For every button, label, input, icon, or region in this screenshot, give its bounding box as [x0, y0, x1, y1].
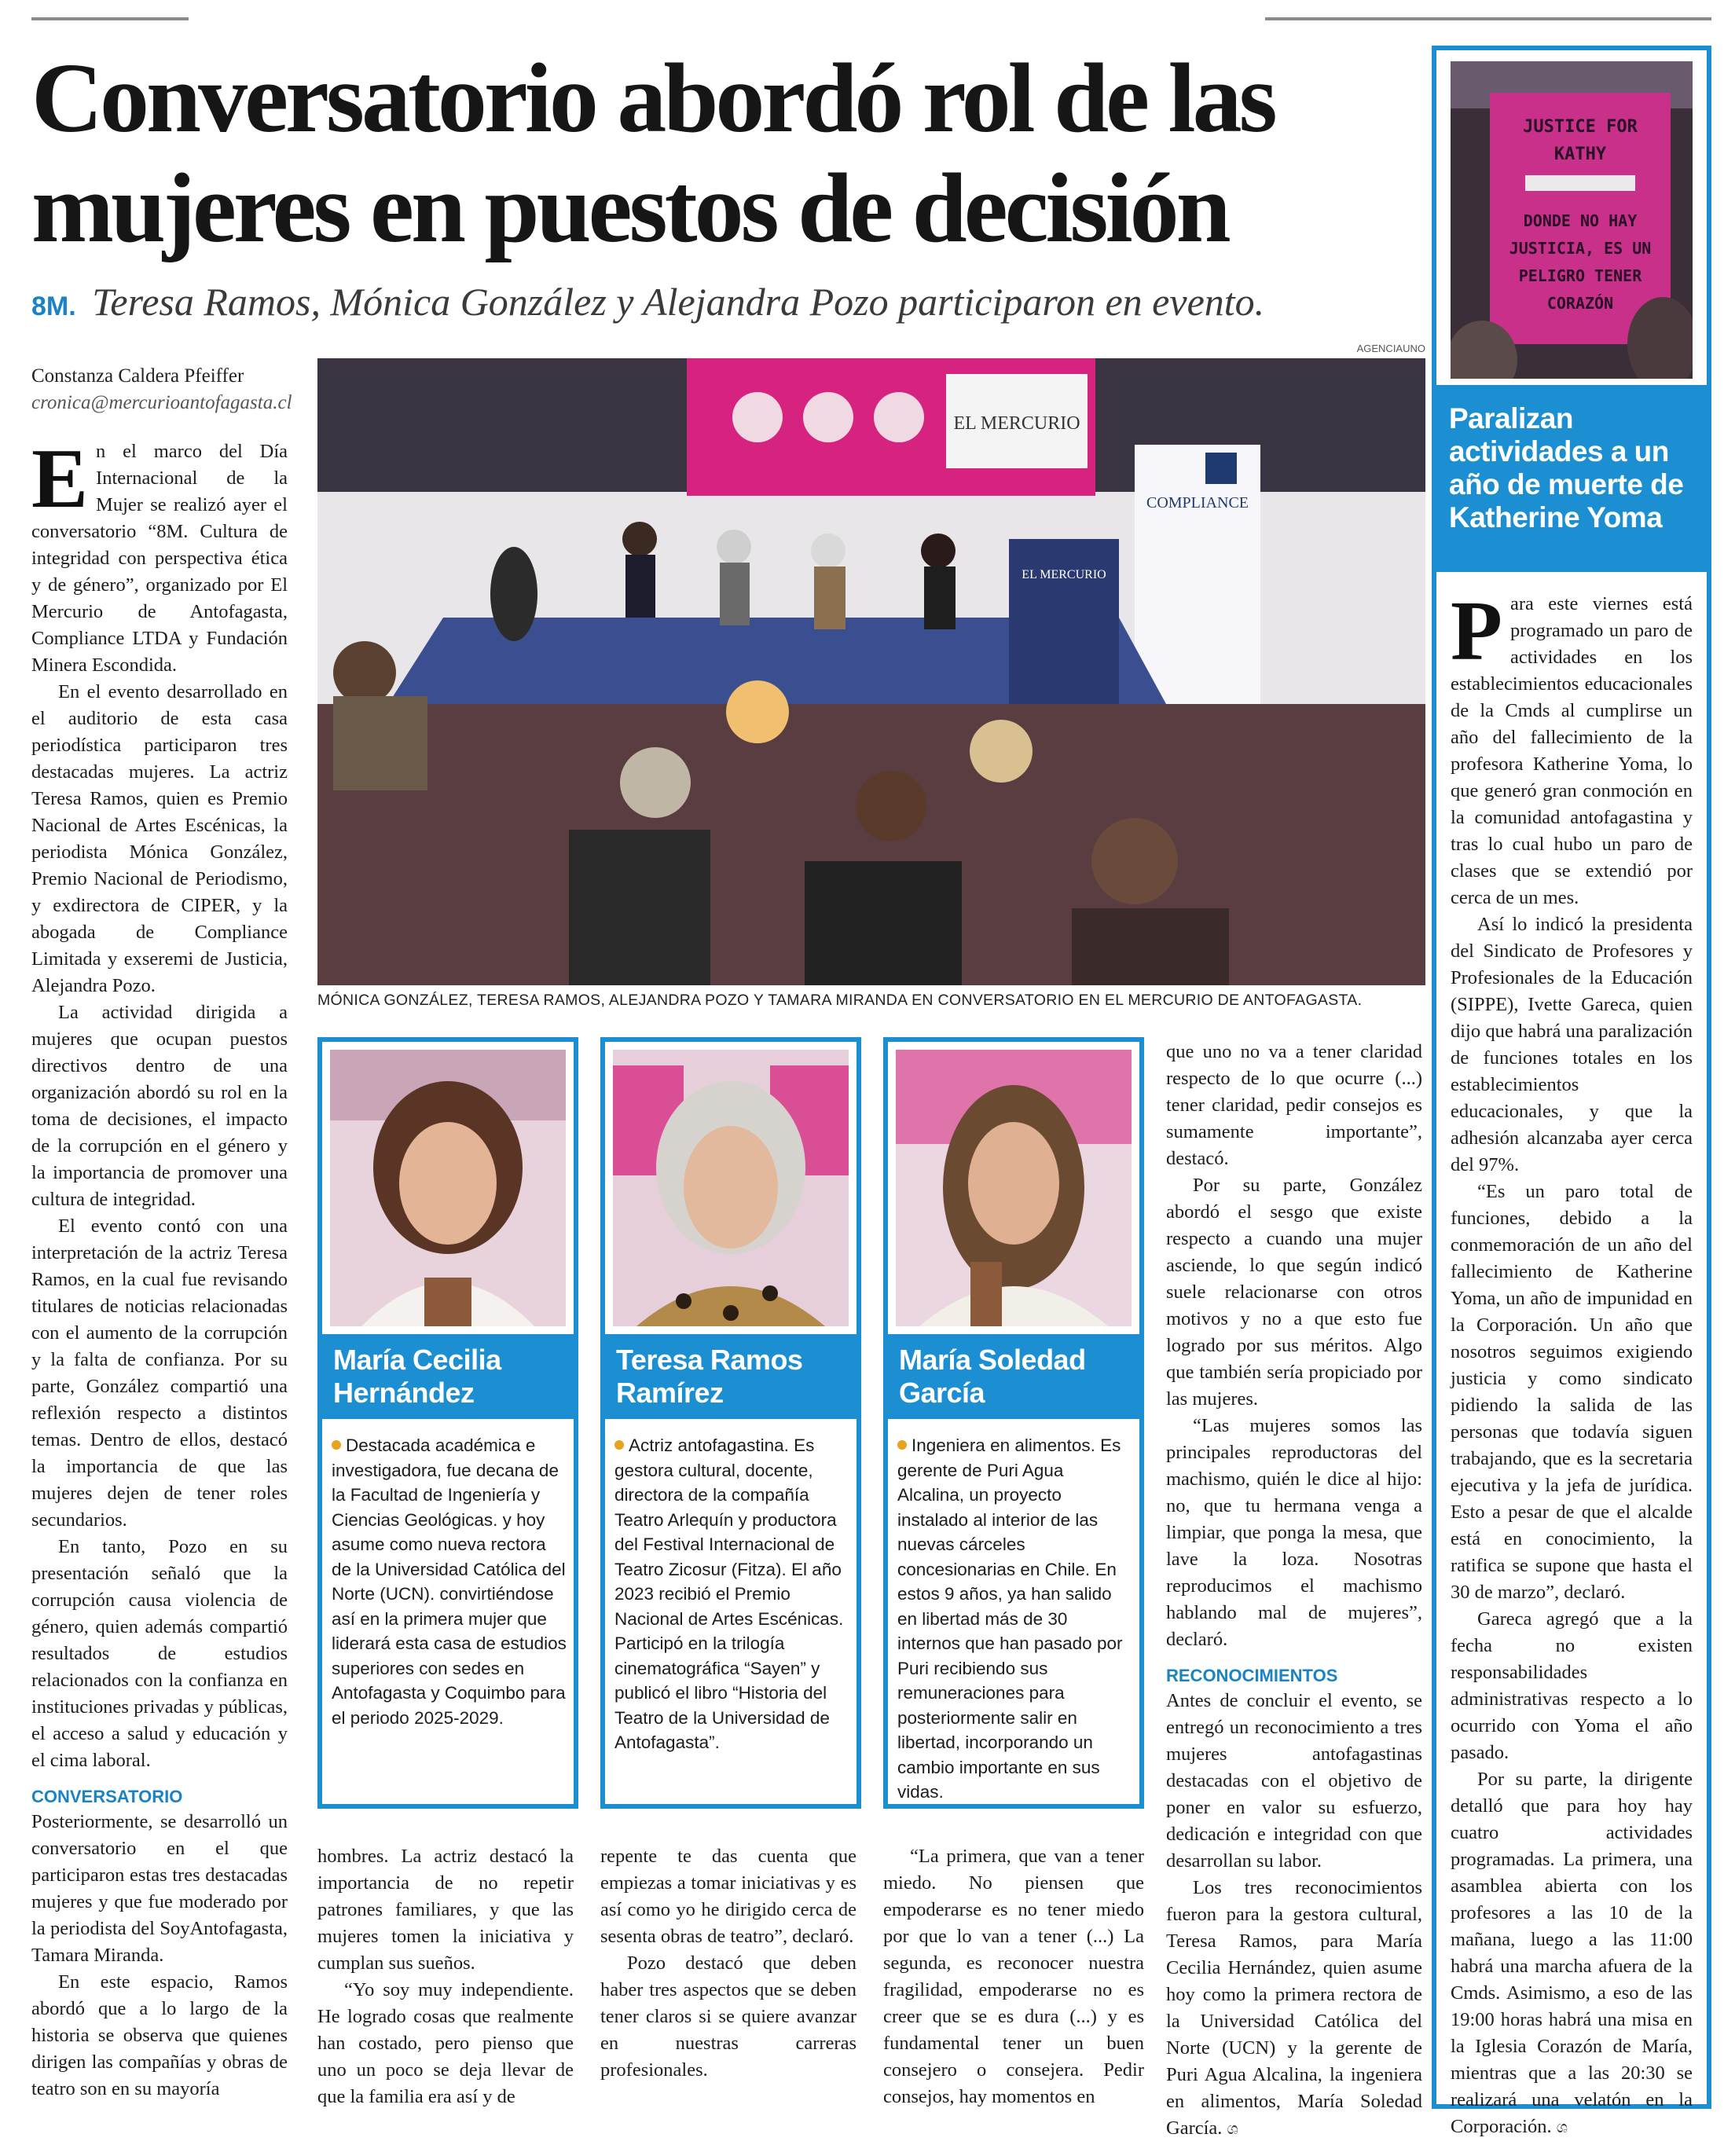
sidebar-body: [1451, 585, 1693, 2140]
profile-bio: Destacada académica e investigadora, fue decana de la Facultad de Ingeniería y Ciencias Geológicas. y hoy asume como nueva rectora de la Universidad Católica del Norte (UCN). convirtiéndose así en la primera mujer que liderará esta casa de estudios superiores con sedes en Antofagasta y Coquimbo para el periodo 2025-2029.: [332, 1436, 567, 1728]
paragraph: “Las mujeres somos las principales reproductoras del machismo, quién le dice al hijo: no, que tu hermana venga a limpiar, que ponga la mesa, que lave la loza. Nosotras reproducimos el machismo hablando mal de mujeres”, declaró.: [1166, 1415, 1422, 1650]
byline-author: Constanza Caldera Pfeiffer: [31, 365, 244, 387]
photo-caption: MÓNICA GONZÁLEZ, TERESA RAMOS, ALEJANDRA POZO Y TAMARA MIRANDA EN CONVERSATORIO EN EL MERCURIO DE ANTOFAGASTA.: [317, 992, 1363, 1009]
top-rule-right: [1265, 17, 1711, 20]
section-heading-conversatorio: CONVERSATORIO: [31, 1787, 183, 1806]
paragraph: “Yo soy muy independiente. He logrado cosas que realmente han costado, pero pienso que uno un poco se deja llevar de que la familia era así y de: [317, 1979, 574, 2107]
sign-line: CORAZÓN: [1546, 294, 1614, 313]
article-column-2: [317, 1843, 574, 2110]
portrait-illustration: [330, 1050, 566, 1326]
paragraph: “La primera, que van a tener miedo. No piensen que empoderarse es no tener miedo por que lo van a tener (...) La segunda, es reconocer nuestra fragilidad, empoderarse no es creer que se es dura (...) y es fundamental tener un buen consejero o consejera. Pedir consejos, hay momentos en: [883, 1846, 1144, 2107]
end-mark-icon: ශ: [1556, 2118, 1568, 2136]
drop-cap: P: [1451, 585, 1502, 678]
protest-sign-illustration: [1451, 61, 1693, 379]
paragraph: Antes de concluir el evento, se entregó un reconocimiento a tres mujeres antofagastinas destacadas con el objetivo de poner en valor su esfuerzo, dedicación e integridad con que desarrollan su labor.: [1166, 1690, 1422, 1872]
paragraph: En el evento desarrollado en el auditorio de esta casa periodística participaron tres destacadas mujeres. La actriz Teresa Ramos, quien es Premio Nacional de Artes Escénicas, la periodista Mónica González, Premio Nacional de Periodismo, y exdirectora de CIPER, y la abogada de Compliance Limitada y exseremi de Justicia, Alejandra Pozo.: [31, 681, 288, 996]
sidebar-lead-paragraph: Para este viernes está programado un paro de actividades en los establecimientos educacionales de la Cmds al cumplirse un año del fallecimiento de la profesora Katherine Yoma, lo que generó gran conmoción en la comunidad antofagastina y tras lo cual hubo un paro de clases que se extendió por cerca de un mes.: [1451, 585, 1693, 908]
paragraph: repente te das cuenta que empiezas a tomar iniciativas y es así como yo he dirigido cerca de sesenta obras de teatro”, declaró.: [600, 1846, 856, 1947]
bullet-icon: [897, 1440, 907, 1450]
end-mark-icon: ශ: [1227, 2119, 1238, 2138]
screen-logo-text: EL MERCURIO: [953, 413, 1080, 434]
sign-line: JUSTICIA, ES UN: [1509, 239, 1652, 258]
sidebar-headline: Paralizan actividades a un año de muerte de Katherine Yoma: [1436, 385, 1707, 572]
paragraph: En este espacio, Ramos abordó que a lo largo de la historia se observa que quienes dirigen las compañías y obras de teatro son en su mayoría: [31, 1971, 288, 2099]
portrait-illustration: [896, 1050, 1132, 1326]
top-rule-left: [31, 17, 189, 20]
paragraph: En tanto, Pozo en su presentación señaló que la corrupción causa violencia de género, quien además compartió resultados de estudios relacionados con la confianza en instituciones privadas y públicas, el acceso a salud y educación y el cima laboral.: [31, 1536, 288, 1771]
profile-card-garcia: [883, 1037, 1144, 1809]
profile-card-ramos: [600, 1037, 861, 1809]
headline: Conversatorio abordó rol de las mujeres en puestos de decisión: [31, 44, 1275, 263]
byline: [31, 363, 299, 416]
profile-bio: Actriz antofagastina. Es gestora cultural, docente, directora de la compañía Teatro Arlequín y productora del Festival Internacional de Teatro Zicosur (Fitza). El año 2023 recibió el Premio Nacional de Artes Escénicas. Participó en la trilogía cinematográfica “Sayen” y publicó el libro “Historia del Teatro de la Universidad de Antofagasta”.: [614, 1436, 844, 1752]
paragraph: que uno no va a tener claridad respecto de lo que ocurre (...) tener claridad, pedir consejos es sumamente importante”, destacó.: [1166, 1041, 1422, 1169]
sign-line: PELIGRO TENER: [1518, 266, 1642, 285]
profile-photo: [613, 1050, 849, 1326]
lead-paragraph: En el marco del Día Internacional de la Mujer se realizó ayer el conversatorio “8M. Cultura de integridad con perspectiva ética y de género”, organizado por El Mercurio de Antofagasta, Compliance LTDA y Fundación Minera Escondida.: [31, 432, 288, 676]
paragraph: Así lo indicó la presidenta del Sindicato de Profesores y Profesionales de la Educación (SIPPE), Ivette Gareca, quien dijo que habrá una paralización de funciones totales en los establecimientos educacionales, y que la adhesión alcanzaba ayer cerca del 97%.: [1451, 914, 1693, 1175]
subhead-tag: 8M.: [31, 292, 76, 321]
article-column-3: [600, 1843, 856, 2084]
profile-photo: [330, 1050, 566, 1326]
article-column-4: [883, 1843, 1144, 2110]
paragraph: La actividad dirigida a mujeres que ocupan puestos directivos dentro de una organización abordó su rol en la toma de decisiones, el impacto de la corrupción en el género y la importancia de promover una cultura de integridad.: [31, 1002, 288, 1210]
profile-bio: Ingeniera en alimentos. Es gerente de Puri Agua Alcalina, un proyecto instalado al interior de las nuevas cárceles concesionarias en Chile. En estos 9 años, ya han salido en libertad más de 30 internos que han pasado por Puri recibiendo sus remuneraciones para posteriormente salir en libertad, incorporando un cambio importante en sus vidas.: [897, 1436, 1123, 1802]
paragraph: El evento contó con una interpretación de la actriz Teresa Ramos, en la cual fue revisando titulares de noticias relacionadas con el aumento de la corrupción y la falta de confianza. Por su parte, González compartió una reflexión respecto a distintos temas. Dentro de ellos, destacó la importancia de que las mujeres dejen de tener roles secundarios.: [31, 1216, 288, 1531]
photo-credit: AGENCIAUNO: [1356, 343, 1425, 354]
bullet-icon: [332, 1440, 341, 1450]
podium-text: EL MERCURIO: [1022, 568, 1106, 581]
paragraph: Los tres reconocimientos fueron para la gestora cultural, Teresa Ramos, para María Cecilia Hernández, quien asume hoy como la primera rectora de la Universidad Católica del Norte (UCN) y la gerente de Puri Agua Alcalina, la ingeniera en alimentos, María Soledad García. ශ: [1166, 1877, 1422, 2139]
bullet-icon: [614, 1440, 624, 1450]
profile-card-hernandez: [317, 1037, 578, 1809]
event-photo-illustration: [317, 358, 1425, 985]
paragraph: Pozo destacó que deben haber tres aspectos que se deben tener claros si se quiere avanzar en nuestras carreras profesionales.: [600, 1952, 856, 2081]
section-heading-reconocimientos: RECONOCIMIENTOS: [1166, 1666, 1338, 1685]
profile-name: María Cecilia Hernández: [322, 1334, 574, 1419]
sidebar-photo: [1451, 61, 1693, 379]
profile-name: Teresa Ramos Ramírez: [605, 1334, 856, 1419]
drop-cap: E: [31, 432, 89, 526]
article-column-5: [1166, 1039, 1422, 2142]
sign-line: KATHY: [1553, 145, 1607, 164]
paragraph: Gareca agregó que a la fecha no existen responsabilidades administrativas respecto a lo ocurrido con Yoma el año pasado.: [1451, 1608, 1693, 1763]
event-photo: [317, 358, 1425, 985]
subhead: [31, 277, 1414, 332]
article-column-1: [31, 432, 288, 2103]
paragraph: “Es un paro total de funciones, debido a la conmemoración de un año del fallecimiento de Katherine Yoma, un año de impunidad en la Corporación. Un año que nosotros seguimos exigiendo justicia y como sindicato pidiendo la salida de las personas que todavía siguen trabajando, que es la secretaria ejecutiva y la jefa de jurídica. Esto a pesar de que el alcalde está en conocimiento, la ratifica se supone que hasta el 30 de marzo”, declaró.: [1451, 1181, 1693, 1603]
banner-text: COMPLIANCE: [1146, 494, 1249, 512]
paragraph: Posteriormente, se desarrolló un conversatorio en el que participaron estas tres destacadas mujeres y que fue moderado por la periodista del SoyAntofagasta, Tamara Miranda.: [31, 1811, 288, 1966]
subhead-text: Teresa Ramos, Mónica González y Alejandra Pozo participaron en evento.: [92, 280, 1265, 324]
profile-name: María Soledad García: [888, 1334, 1139, 1419]
sidebar-story: [1432, 46, 1711, 2137]
sign-line: JUSTICE FOR: [1523, 117, 1638, 137]
profile-photo: [896, 1050, 1132, 1326]
byline-email: cronica@mercurioantofagasta.cl: [31, 392, 292, 413]
paragraph: hombres. La actriz destacó la importancia de no repetir patrones familiares, y que las mujeres tomen la iniciativa y cumplan sus sueños.: [317, 1846, 574, 1974]
sign-line: DONDE NO HAY: [1523, 211, 1638, 230]
portrait-illustration: [613, 1050, 849, 1326]
paragraph: Por su parte, la dirigente detalló que para hoy hay cuatro actividades programadas. La primera, una asamblea abierta con los profesores a las 10 de la mañana, luego a las 11:00 habrá una marcha afuera de la Cmds. Asimismo, a eso de las 19:00 horas habrá una misa en la Iglesia Corazón de María, mientras que a las 20:30 se realizará una velatón en la Corporación. ශ: [1451, 1769, 1693, 2137]
paragraph: Por su parte, González abordó el sesgo que existe respecto a cuando una mujer asciende, lo que según indicó suele relacionarse con otros motivos y no a que esto fue logrado por sus méritos. Algo que también sería propiciado por las mujeres.: [1166, 1175, 1422, 1410]
